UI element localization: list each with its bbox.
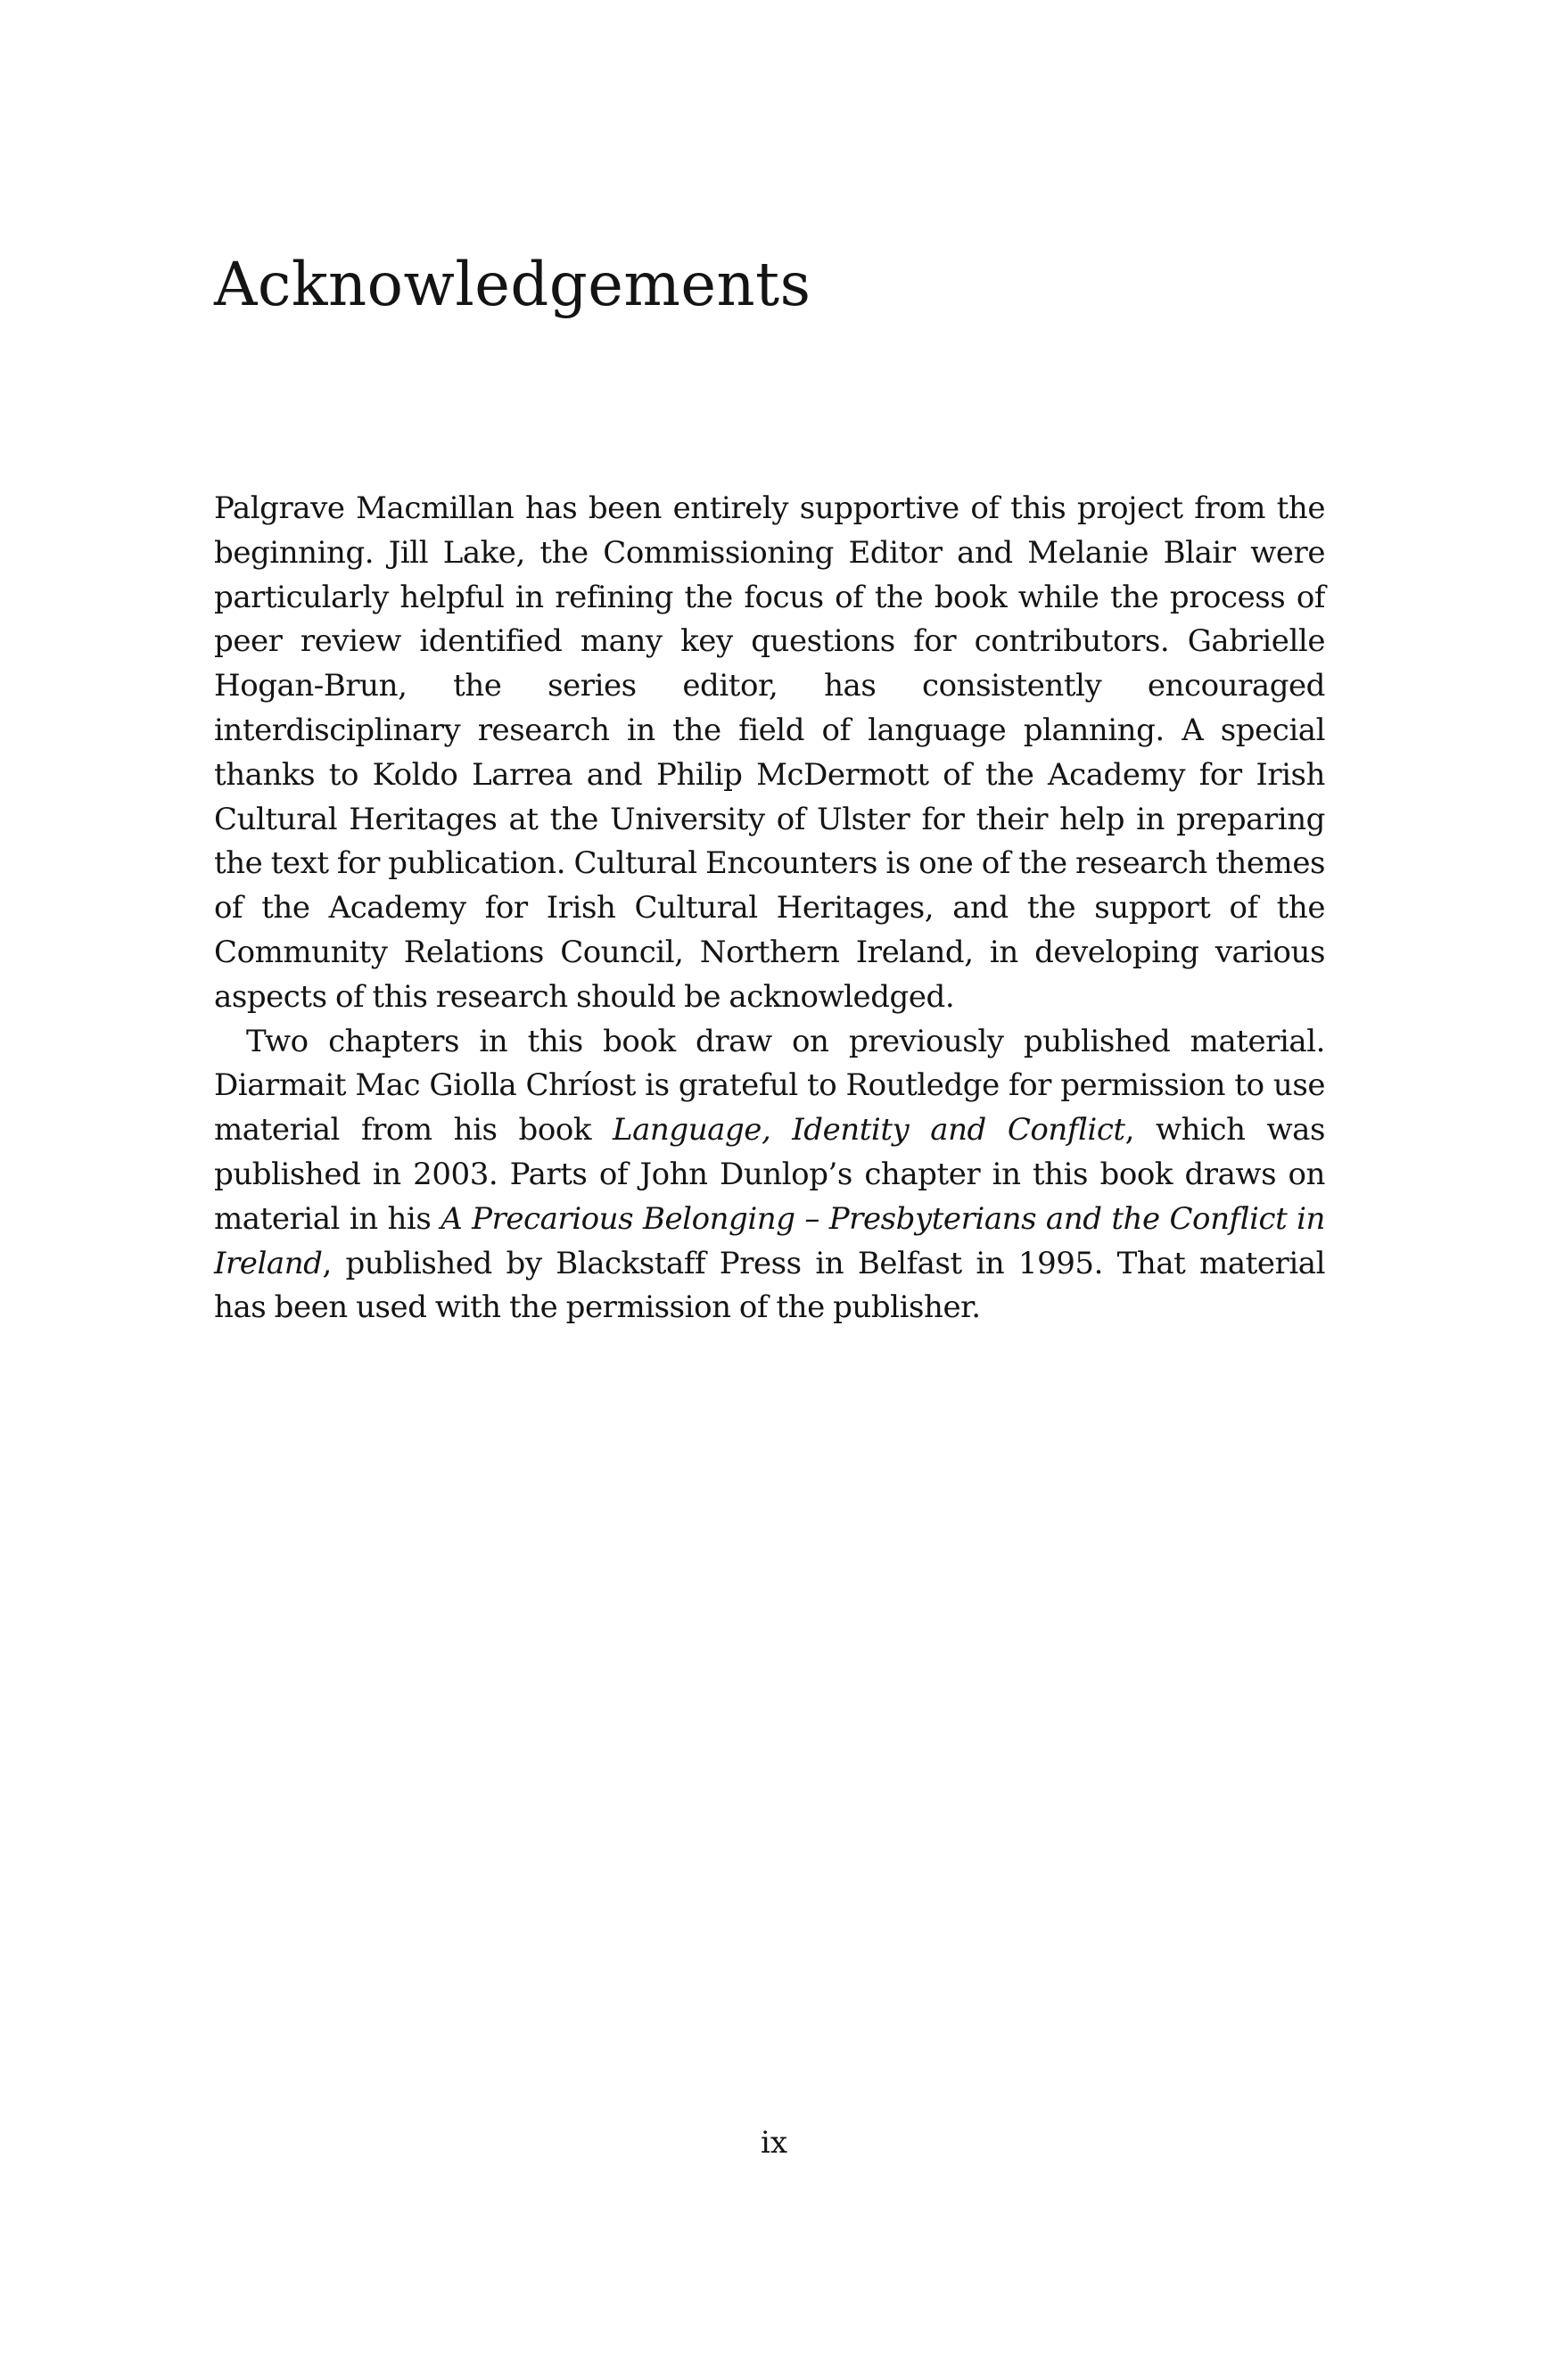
acknowledgements-body	[214, 487, 1325, 1330]
page-number: ix	[760, 2125, 788, 2161]
paragraph-2-text-b: , which was published in 2003. Parts of John Dunlop’s chapter in this book draws on material in his	[214, 1112, 1325, 1237]
book-title-language-identity-conflict: Language, Identity and Conflict	[612, 1112, 1125, 1149]
page-title: Acknowledgements	[214, 250, 811, 319]
paragraph-2	[214, 1020, 1325, 1331]
paragraph-1: Palgrave Macmillan has been entirely supportive of this project from the beginning. Jill Lake, the Commissioning Editor and Melanie Blair were particularly helpful in refining the focus of the book while the process of peer review identified many key questions for contributors. Gabrielle Hogan-Brun, the series editor, has consistently encouraged interdisciplinary research in the field of language planning. A special thanks to Koldo Larrea and Philip McDermott of the Academy for Irish Cultural Heritages at the University of Ulster for their help in preparing the text for publication. Cultural Encounters is one of the research themes of the Academy for Irish Cultural Heritages, and the support of the Community Relations Council, Northern Ireland, in developing various aspects of this research should be acknowledged.	[214, 490, 1325, 1015]
paragraph-2-text-a: Two chapters in this book draw on previously published material. Diarmait Mac Giolla Chríost is grateful to Routledge for permission to use material from his book	[214, 1023, 1325, 1149]
book-title-precarious-belonging: A Precarious Belonging – Presbyterians and the Conflict in Ireland	[214, 1200, 1325, 1281]
paragraph-2-text-c: , published by Blackstaff Press in Belfast in 1995. That material has been used with the permission of the publisher.	[214, 1245, 1325, 1326]
